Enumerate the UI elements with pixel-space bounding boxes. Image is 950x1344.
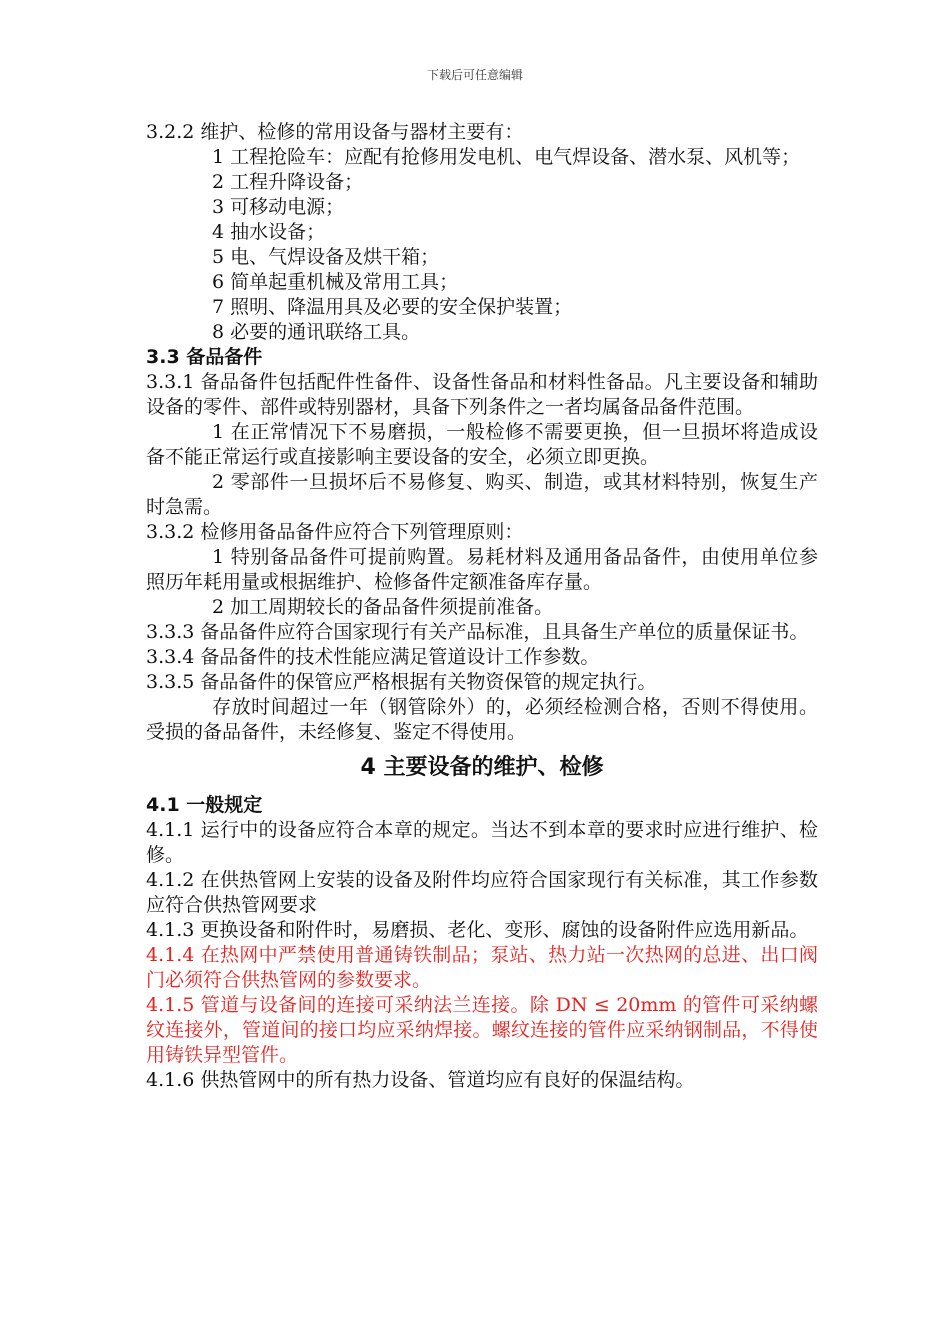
paragraph: 3.3.1 备品备件包括配件性备件、设备性备品和材料性备品。凡主要设备和辅助设备的零件、部件或特别器材，具备下列条件之一者均属备品备件范围。 [146, 371, 818, 418]
paragraph: 4.1.5 管道与设备间的连接可采纳法兰连接。除 DN ≤ 20mm 的管件可采纳螺纹连接外，管道间的接口均应采纳焊接。螺纹连接的管件应采纳钢制品，不得使用铸铁异型管件。 [146, 994, 818, 1066]
paragraph: 3 可移动电源； [212, 196, 345, 218]
section-heading: 3.3 备品备件 [146, 346, 263, 368]
paragraph: 7 照明、降温用具及必要的安全保护装置； [212, 296, 573, 318]
section-heading: 4.1 一般规定 [146, 794, 263, 816]
paragraph: 存放时间超过一年（钢管除外）的，必须经检测合格，否则不得使用。受损的备品备件，未经修复、鉴定不得使用。 [146, 696, 818, 743]
paragraph: 2 工程升降设备； [212, 171, 364, 193]
paragraph: 3.3.3 备品备件应符合国家现行有关产品标准，且具备生产单位的质量保证书。 [146, 621, 809, 643]
paragraph: 4.1.1 运行中的设备应符合本章的规定。当达不到本章的要求时应进行维护、检修。 [146, 819, 818, 866]
paragraph: 8 必要的通讯联络工具。 [212, 321, 421, 343]
paragraph: 5 电、气焊设备及烘干箱； [212, 246, 440, 268]
paragraph: 4 抽水设备； [212, 221, 326, 243]
paragraph: 4.1.3 更换设备和附件时，易磨损、老化、变形、腐蚀的设备附件应选用新品。 [146, 919, 809, 941]
document-body [146, 120, 818, 1093]
paragraph: 4.1.2 在供热管网上安装的设备及附件均应符合国家现行有关标准，其工作参数应符合供热管网要求 [146, 869, 818, 916]
paragraph: 3.2.2 维护、检修的常用设备与器材主要有： [146, 121, 524, 143]
paragraph: 6 简单起重机械及常用工具； [212, 271, 459, 293]
paragraph: 3.3.5 备品备件的保管应严格根据有关物资保管的规定执行。 [146, 671, 657, 693]
paragraph: 2 零部件一旦损坏后不易修复、购买、制造，或其材料特别，恢复生产时急需。 [146, 471, 818, 518]
chapter-heading: 4 主要设备的维护、检修 [360, 755, 604, 780]
paragraph: 1 在正常情况下不易磨损，一般检修不需要更换，但一旦损坏将造成设备不能正常运行或直接影响主要设备的安全，必须立即更换。 [146, 421, 818, 468]
paragraph: 4.1.6 供热管网中的所有热力设备、管道均应有良好的保温结构。 [146, 1069, 695, 1091]
paragraph: 3.3.2 检修用备品备件应符合下列管理原则： [146, 521, 524, 543]
paragraph: 1 工程抢险车：应配有抢修用发电机、电气焊设备、潜水泵、风机等； [212, 146, 801, 168]
paragraph: 2 加工周期较长的备品备件须提前准备。 [212, 596, 554, 618]
paragraph: 4.1.4 在热网中严禁使用普通铸铁制品；泵站、热力站一次热网的总进、出口阀门必须符合供热管网的参数要求。 [146, 944, 818, 991]
paragraph: 3.3.4 备品备件的技术性能应满足管道设计工作参数。 [146, 646, 600, 668]
page-header: 下载后可任意编辑 [426, 68, 523, 82]
paragraph: 1 特别备品备件可提前购置。易耗材料及通用备品备件，由使用单位参照历年耗用量或根据维护、检修备件定额准备库存量。 [146, 546, 818, 593]
